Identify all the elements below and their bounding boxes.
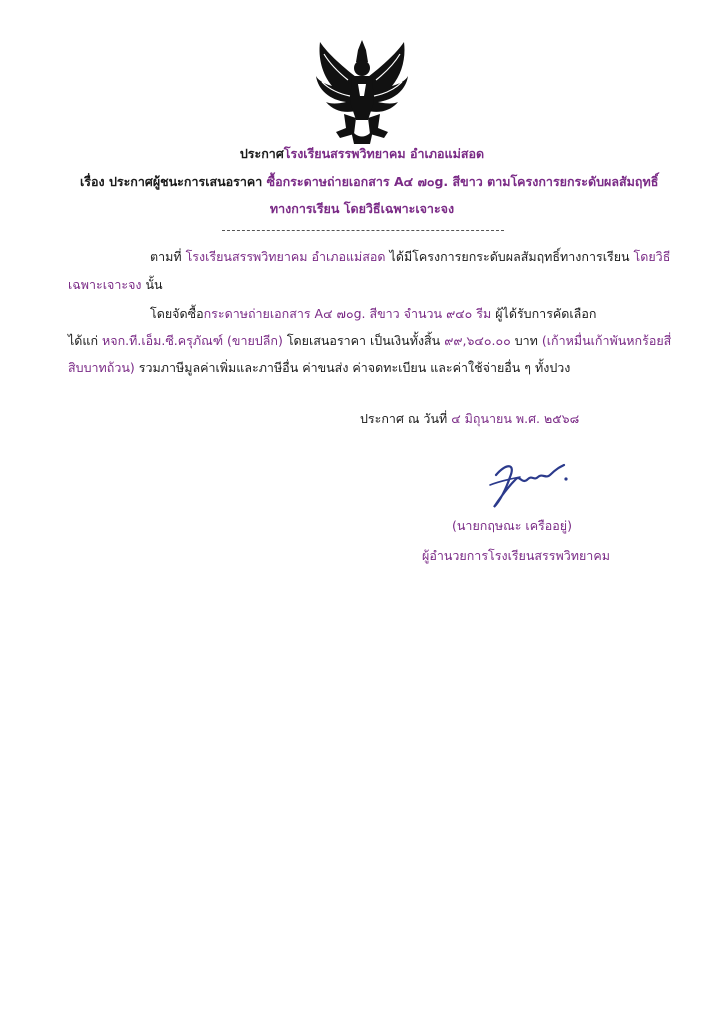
announcement-title bbox=[0, 146, 724, 162]
p3-vendor: หจก.ที.เอ็ม.ซี.ครุภัณฑ์ (ขายปลีก) bbox=[102, 333, 283, 348]
p2-item: กระดาษถ่ายเอกสาร A๔ ๗๐g. สีขาว จำนวน ๙๔๐ รีม bbox=[203, 306, 492, 321]
date-value: ๔ มิถุนายน พ.ศ. ๒๕๖๘ bbox=[451, 411, 580, 426]
subject-line-2: ทางการเรียน โดยวิธีเฉพาะเจาะจง bbox=[269, 201, 455, 216]
paragraph-2-line-3 bbox=[68, 360, 570, 376]
paragraph-1-line-1 bbox=[150, 249, 670, 265]
p3-amount: ๙๙,๖๔๐.๐๐ bbox=[444, 333, 511, 348]
p3-mid: โดยเสนอราคา เป็นเงินทั้งสิ้น bbox=[282, 333, 445, 348]
signer-name: (นายกฤษณะ เครืออยู่) bbox=[452, 518, 572, 533]
paragraph-1-line-2 bbox=[68, 277, 163, 293]
announcement-date bbox=[360, 411, 579, 427]
p2-end: ผู้ได้รับการคัดเลือก bbox=[491, 306, 597, 321]
title-school: โรงเรียนสรรพวิทยาคม อำเภอแม่สอด bbox=[283, 146, 485, 161]
p1-method-cont: เฉพาะเจาะจง bbox=[68, 277, 142, 292]
divider bbox=[222, 230, 504, 231]
date-lead: ประกาศ ณ วันที่ bbox=[360, 411, 452, 426]
p1-end: นั้น bbox=[141, 277, 163, 292]
p3-unit: บาท bbox=[510, 333, 542, 348]
p4-words: สิบบาทถ้วน) bbox=[68, 360, 135, 375]
signer-title: ผู้อำนวยการโรงเรียนสรรพวิทยาคม bbox=[422, 548, 610, 563]
p1-lead: ตามที่ bbox=[150, 249, 186, 264]
paragraph-2-line-1 bbox=[150, 306, 596, 322]
subject-prefix: เรื่อง ประกาศผู้ชนะการเสนอราคา bbox=[80, 174, 267, 189]
paragraph-2-line-2 bbox=[68, 333, 671, 349]
p3-words: (เก้าหมื่นเก้าพันหกร้อยสี่ bbox=[541, 333, 672, 348]
subject-line-1 bbox=[80, 174, 658, 190]
p1-mid: ได้มีโครงการยกระดับผลสัมฤทธิ์ทางการเรียน bbox=[385, 249, 634, 264]
p4-rest: รวมภาษีมูลค่าเพิ่มและภาษีอื่น ค่าขนส่ง ค่าจดทะเบียน และค่าใช้จ่ายอื่น ๆ ทั้งปวง bbox=[134, 360, 571, 375]
subject-main: ซื้อกระดาษถ่ายเอกสาร A๔ ๗๐g. สีขาว ตามโครงการยกระดับผลสัมฤทธิ์ bbox=[266, 174, 659, 189]
p1-school: โรงเรียนสรรพวิทยาคม อำเภอแม่สอด bbox=[185, 249, 386, 264]
title-prefix: ประกาศ bbox=[239, 146, 284, 161]
p3-lead: ได้แก่ bbox=[68, 333, 103, 348]
p1-method: โดยวิธี bbox=[633, 249, 671, 264]
signature-icon bbox=[476, 455, 576, 515]
garuda-emblem-icon bbox=[314, 40, 410, 146]
p2-lead: โดยจัดซื้อ bbox=[150, 306, 204, 321]
